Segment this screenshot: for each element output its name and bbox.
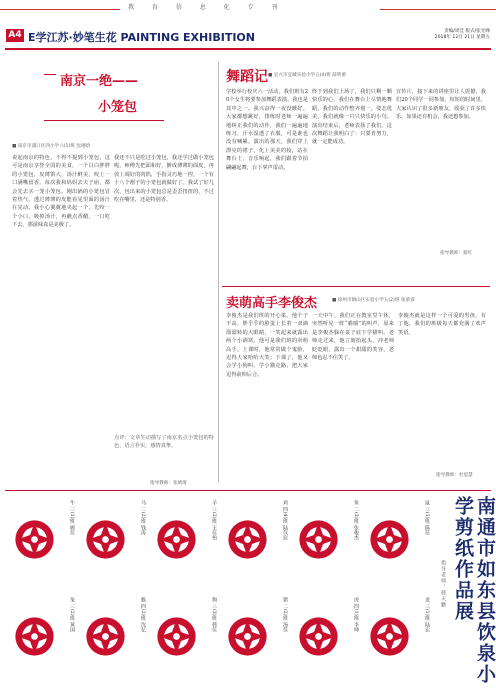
article2-body: 学校举行校庆六一活动，我们班有20个女生将要参加舞蹈表演。我也是其中之一。我兴奋得一夜没睡好。大家都想跳好，排练时老师一遍遍地纠正我们的动作，我们一遍遍地练习，汗水湿透了衣服，可是谁也没有喊累。演出的那天，我们穿上漂亮的裙子，化上美美的妆，站在舞台上，音乐响起，我们跟着节拍翩翩起舞，台下掌声雷动。 <box>226 89 308 171</box>
article3-title: 卖萌高手李俊杰 <box>226 296 318 311</box>
article3-body: 李俊杰是我们班的开心果。他个子不高，胖乎乎的脸蛋上长着一双滴溜溜转的大眼睛，一笑起来就露出两个小酒窝。他可是我们班的卖萌高手。上课时，他常常做个鬼脸，逗得大家哈哈大笑；下课了，他又会学小狗叫、学小猫走路，把大家逗得前仰后合。 <box>226 313 308 378</box>
article2-teacher: 指导教师：蔡红 <box>440 251 473 256</box>
date: 2018年 12月 21日 星期五 <box>434 35 490 40</box>
editor: 责编/周佳 版式/张光峰 <box>444 29 490 34</box>
papercut-caption: 马 二(2)班 钱涛 <box>140 500 146 536</box>
gallery-subtitle: 指导老师：韩天鹏 <box>440 560 446 608</box>
article1-body: 说起南京的特色，不得不提到小笼包。这可是南京享誉全国的美食。一个白白胖胖的小笼包，皮薄馅大，汤汁鲜美，咬上一口满嘴留香。每次我和妈妈去夫子庙，都会先去买一笼小笼包。刚出锅的小笼包冒着热气，透过薄薄的皮能看见里面的汤汁在晃动。我小心翼翼地夹起一个，先咬一个小口，吸掉汤汁，再蘸点香醋，一口吃下去，那滋味真是美极了。 <box>12 155 110 229</box>
article1-title: 南京一绝—— <box>60 74 139 89</box>
papercut-item <box>8 494 75 587</box>
section-title: E学江苏·妙笔生花 PAINTING EXHIBITION <box>28 31 255 44</box>
column-divider <box>218 62 219 482</box>
papercut-image <box>225 599 270 674</box>
papercut-item <box>221 494 288 587</box>
top-bar <box>0 0 496 12</box>
papercut-caption: 猴 四(2)班 沈忆 <box>140 597 146 633</box>
gallery-divider <box>5 490 491 491</box>
papercut-caption: 鱼 二(3)班 张俊杰 <box>353 500 359 541</box>
papercut-item <box>150 591 217 684</box>
page-number: A4 <box>6 29 24 42</box>
article2-title: 舞蹈记 <box>226 69 268 85</box>
papercut-item <box>363 591 430 684</box>
article2-body-3: 宣传片，接下来的讲座里让人震撼，我们20个同学一同参加，短短的时间里，大家认识了很多新朋友，收获了许多快乐。如果还有机会，我还想参加。 <box>396 89 486 121</box>
papercut-image <box>225 502 270 577</box>
papercut-item <box>221 591 288 684</box>
gallery-title: 南通市如东县饮泉小学剪纸作品展 <box>452 496 496 685</box>
papercut-image <box>296 599 341 674</box>
papercut-item <box>79 591 146 684</box>
papercut-caption: 猪 二(2)班 汤佳 <box>282 597 288 633</box>
article2-body-2: 终于到我们上场了，我们只剩一颗快乐的心。我们在舞台上尽情地舞蹈，我们的动作整齐划一，姿态优美，我们就像一只只快乐的小鸟。演出结束后，老师表扬了我们。这次舞蹈让我明白了：只要肯努力，就一定能成功。 <box>312 89 392 146</box>
papercut-image <box>12 599 57 674</box>
decor-line <box>44 120 164 121</box>
papercut-image <box>83 599 128 674</box>
article1-byline: ■ 南京市浦口区四小学六(1)班 沈翊晗 <box>12 144 91 149</box>
header-rule <box>5 48 491 50</box>
article1-teacher: 指导教师：张婧琦 <box>150 481 187 486</box>
article3-body-2: 一天中午，我们正在教室里午休，突然听见一阵“喵喵”的叫声，原来是李俊杰躲在桌子底下学猫叫。老师走过来，他立刻抬起头，冲老师眨眨眼，露出一个甜甜的笑容，老师也忍不住笑了。 <box>312 313 394 362</box>
article2-byline: ■ 宜兴市宜城实验小学五(4)班 薛昕蕾 <box>268 73 347 78</box>
papercut-item <box>150 494 217 587</box>
article1-title-block <box>44 70 164 126</box>
papercut-item <box>292 591 359 684</box>
papercut-caption: 鼠 三(1)班 陈佳 <box>424 500 430 536</box>
papercut-caption: 牛 三(1)班 顾佳 <box>69 500 75 536</box>
papercut-caption: 虎 四(1)班 李坤 <box>353 597 359 633</box>
papercut-image <box>367 502 412 577</box>
papercut-gallery <box>8 494 434 688</box>
papercut-item <box>79 494 146 587</box>
papercut-image <box>154 502 199 577</box>
papercut-caption: 兔 三(2)班 黄国 <box>69 597 75 633</box>
papercut-image <box>296 502 341 577</box>
papercut-item <box>8 591 75 684</box>
edition-meta <box>360 29 490 41</box>
article1-body-2: 我还不只是吃过小笼包，我还学过做小笼包呢。师傅先把面和好，擀成薄薄的面皮，再放上调好的肉馅，手指灵巧地一捏，一个有十八个褶子的小笼包就做好了。我试了好几次，包出来的小笼包总是歪歪扭扭的，不过吃在嘴里，还是特别香。 <box>114 155 214 204</box>
papercut-caption: 狗 三(3)班 韩佳 <box>211 597 217 633</box>
papercut-image <box>12 502 57 577</box>
papercut-image <box>154 599 199 674</box>
papercut-item <box>363 494 430 587</box>
series-label: 教 育 信 息 化 专 刊 <box>128 4 286 11</box>
papercut-caption: 鸡 四(4)班 陆仪宸 <box>282 500 288 541</box>
papercut-caption: 龙 三(1)班 陆宏 <box>424 597 430 633</box>
section-divider <box>222 286 490 287</box>
article3-body-3: 李俊杰就是这样一个可爱的男孩，有了他，我们的班级每天都充满了欢声笑语。 <box>398 313 486 336</box>
article1-comment: 点评：文章生动描写了南京名点小笼包的特色，语言朴实，感情真挚。 <box>114 435 214 450</box>
article1-subtitle: 小笼包 <box>98 100 138 115</box>
decor-line <box>44 74 56 75</box>
papercut-caption: 羊 三(2)班 王佳怡 <box>211 500 217 541</box>
papercut-image <box>367 599 412 674</box>
article3-byline: ■ 徐州市铜山区实验小学五(2)班 张蒙睿 <box>332 298 415 303</box>
papercut-image <box>83 502 128 577</box>
papercut-item <box>292 494 359 587</box>
article3-teacher: 指导教师：杜思慧 <box>436 473 473 478</box>
